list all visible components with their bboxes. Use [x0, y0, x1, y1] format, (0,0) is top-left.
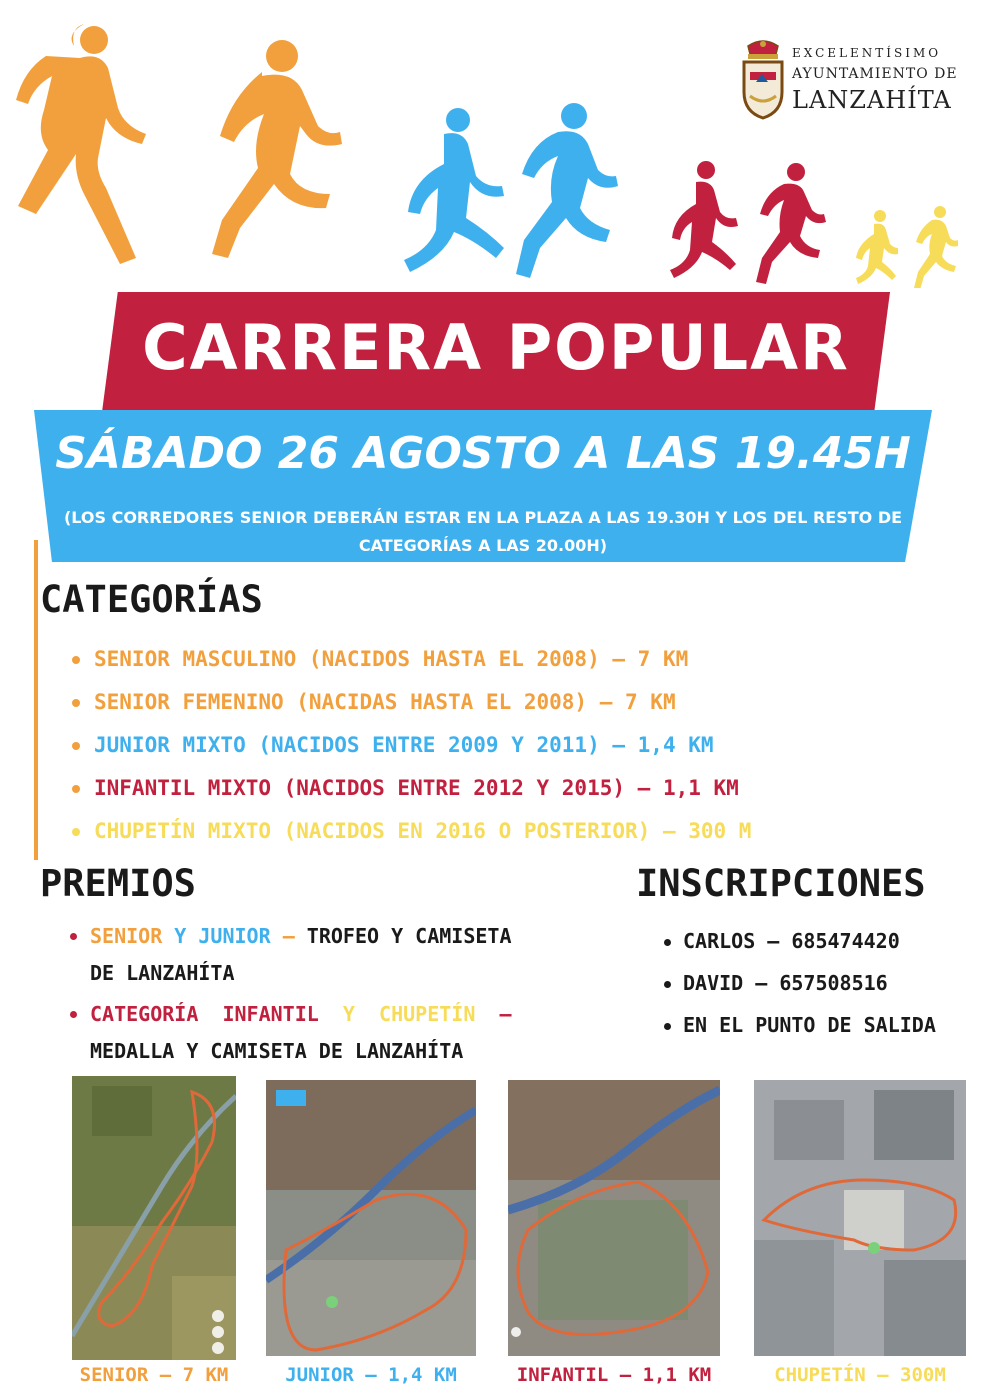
logo-line-1: EXCELENTÍSIMO	[792, 46, 942, 60]
coat-of-arms-icon	[740, 38, 786, 120]
registration-item: DAVID – 657508516	[664, 962, 936, 1004]
prize-item-infantil-chupetin: CATEGORÍA INFANTIL Y CHUPETÍN – MEDALLA Y CAMISETA DE LANZAHÍTA	[70, 996, 560, 1070]
runner-orange-1-icon	[14, 18, 164, 288]
route-caption-junior: JUNIOR – 1,4 KM	[285, 1364, 457, 1386]
arrival-note: (LOS CORREDORES SENIOR DEBERÁN ESTAR EN LA PLAZA A LAS 19.30H Y LOS DEL RESTO DE CATEGORÍAS A LAS 20.00H)	[63, 508, 903, 555]
runner-red-2-icon	[730, 160, 826, 290]
category-item: JUNIOR MIXTO (NACIDOS ENTRE 2009 Y 2011) – 1,4 KM	[72, 724, 751, 767]
prize-item-senior-junior: SENIOR Y JUNIOR – TROFEO Y CAMISETA DE LANZAHÍTA	[70, 918, 560, 992]
categories-list	[72, 638, 751, 853]
registration-list	[664, 920, 936, 1046]
categories-heading: CATEGORÍAS	[40, 578, 263, 621]
event-date: SÁBADO 26 AGOSTO A LAS 19.45H	[55, 428, 911, 479]
prizes-list	[70, 918, 560, 1070]
route-map-chupetin	[754, 1080, 966, 1356]
route-map-junior	[266, 1080, 476, 1356]
registration-item: EN EL PUNTO DE SALIDA	[664, 1004, 936, 1046]
town-hall-logo	[740, 38, 960, 122]
runner-yellow-1-icon	[850, 208, 900, 288]
runner-yellow-2-icon	[896, 204, 958, 288]
runner-orange-2-icon	[152, 32, 342, 292]
registration-heading: INSCRIPCIONES	[636, 862, 926, 905]
category-item: SENIOR FEMENINO (NACIDAS HASTA EL 2008) – 7 KM	[72, 681, 751, 724]
accent-line	[34, 540, 38, 860]
route-caption-infantil: INFANTIL – 1,1 KM	[516, 1364, 712, 1386]
category-item: INFANTIL MIXTO (NACIDOS ENTRE 2012 Y 2015) – 1,1 KM	[72, 767, 751, 810]
route-map-senior	[72, 1076, 236, 1360]
route-caption-chupetin: CHUPETÍN – 300M	[774, 1364, 946, 1386]
category-item: SENIOR MASCULINO (NACIDOS HASTA EL 2008) – 7 KM	[72, 638, 751, 681]
route-map-infantil	[508, 1080, 720, 1356]
category-item: CHUPETÍN MIXTO (NACIDOS EN 2016 O POSTERIOR) – 300 M	[72, 810, 751, 853]
logo-line-3: LANZAHÍTA	[792, 86, 952, 114]
registration-item: CARLOS – 685474420	[664, 920, 936, 962]
prizes-heading: PREMIOS	[40, 862, 196, 905]
event-title: CARRERA POPULAR	[142, 311, 850, 384]
runner-blue-2-icon	[478, 98, 618, 294]
logo-line-2: AYUNTAMIENTO DE	[792, 66, 958, 82]
route-caption-senior: SENIOR – 7 KM	[79, 1364, 229, 1386]
runner-red-1-icon	[660, 156, 740, 286]
